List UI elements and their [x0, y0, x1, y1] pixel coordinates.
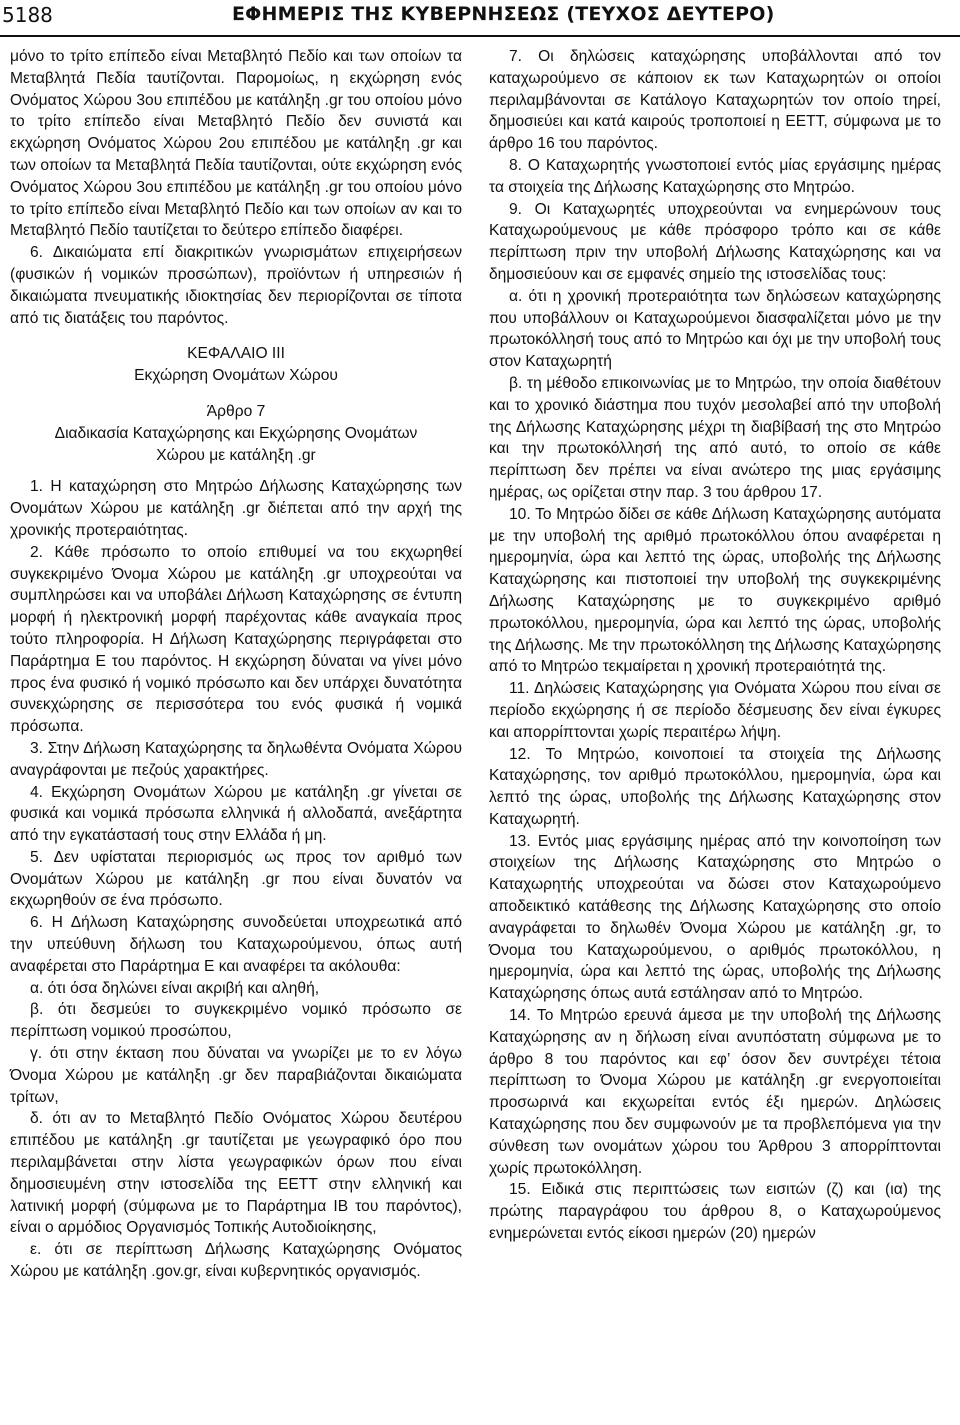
chapter-heading: ΚΕΦΑΛΑΙΟ ΙΙΙ — [187, 345, 285, 363]
list-item: ε. ότι σε περίπτωση Δήλωσης Καταχώρησης Ονόματος Χώρου με κατάληξη .gov.gr, είναι κυβερνητικός οργανισμός. — [10, 1241, 462, 1281]
paragraph: 2. Κάθε πρόσωπο το οποίο επιθυμεί να του εκχωρηθεί συγκεκριμένο Όνομα Χώρου με κατάληξη .gr υποχρεούται να συμπληρώσει και να υποβάλει Δήλωση Καταχώρησης σε έντυπη μορφή ή ηλεκτρονική μορφή παρέχοντας κάθε αναγκαία προς τούτο πληροφορία. Η Δήλωση Καταχώρησης περιγράφεται στο Παράρτημα Ε του παρόντος. Η εκχώρηση δύναται να γίνει μόνο προς ένα φυσικό ή νομικό πρόσωπο και δεν υπάρχει δυνατότητα συνεκχώρησης σε περισσότερα του ενός φυσικά ή νομικά πρόσωπα. — [10, 543, 462, 736]
paragraph: 4. Εκχώρηση Ονομάτων Χώρου με κατάληξη .gr γίνεται σε φυσικά και νομικά πρόσωπα ελληνικά ή αλλοδαπά, ανεξάρτητα από την εγκατάστασή τους στην Ελλάδα ή μη. — [10, 783, 462, 845]
paragraph: 6. Η Δήλωση Καταχώρησης συνοδεύεται υποχρεωτικά από την υπεύθυνη δήλωση του Καταχωρούμενου, όπως αυτή αναφέρεται στο Παράρτημα Ε και αναφέρει τα ακόλουθα: — [10, 914, 462, 975]
paragraph: 3. Στην Δήλωση Καταχώρησης τα δηλωθέντα Ονόματα Χώρου αναγράφονται με πεζούς χαρακτήρες. — [10, 739, 462, 779]
chapter-title: Εκχώρηση Ονομάτων Χώρου — [134, 367, 338, 385]
paragraph: 7. Οι δηλώσεις καταχώρησης υποβάλλονται από τον καταχωρούμενο σε κάποιον εκ των Καταχωρητών οι οποίοι περιλαμβάνονται σε Κατάλογο Καταχωρητών τον οποίο τηρεί, δημοσιεύει και κατά καιρούς τροποποιεί η ΕΕΤΤ, σύμφωνα με το άρθρο 16 του παρόντος. — [489, 48, 941, 153]
paragraph: 13. Εντός μιας εργάσιμης ημέρας από την κοινοποίηση των στοιχείων της Δήλωσης Καταχώρησης στο Μητρώο ο Καταχωρητής υποχρεούται να δώσει στον Καταχωρούμενο αποδεικτικό κατάθεσης της Δήλωσης Καταχώρησης στο οποίο αναγράφεται το δηλωθέν Όνομα Χώρου με κατάληξη .gr, το Όνομα του Καταχωρούμενου, ο αριθμός πρωτοκόλλου, η ημερομηνία, ώρα και λεπτό της ώρας, υποβολής της Δήλωσης Καταχώρησης όπως αυτά εστάλησαν από το Μητρώο. — [489, 832, 941, 1003]
journal-title: ΕΦΗΜΕΡΙΣ ΤΗΣ ΚΥΒΕΡΝΗΣΕΩΣ (ΤΕΥΧΟΣ ΔΕΥΤΕΡΟ) — [232, 3, 775, 25]
paragraph: 5. Δεν υφίσταται περιορισμός ως προς τον αριθμό των Ονομάτων Χώρου με κατάληξη .gr που είναι δυνατόν να εκχωρηθούν σε ένα πρόσωπο. — [10, 848, 462, 910]
paragraph: 6. Δικαιώματα επί διακριτικών γνωρισμάτων επιχειρήσεων (φυσικών ή νομικών προσώπων), προϊόντων ή υπηρεσιών ή δικαιώματα πνευματικής ιδιοκτησίας δεν περιορίζονται σε τίποτα από τις διατάξεις του παρόντος. — [10, 244, 462, 327]
list-item: α. ότι όσα δηλώνει είναι ακριβή και αληθή, — [30, 979, 320, 997]
paragraph: 12. Το Μητρώο, κοινοποιεί τα στοιχεία της Δήλωσης Καταχώρησης, τον αριθμό πρωτοκόλλου, ημερομηνία, ώρα και λεπτό της ώρας, υποβολής της Δήλωσης Καταχώρησης στον Καταχωρητή. — [489, 745, 941, 828]
list-item: β. τη μέθοδο επικοινωνίας με το Μητρώο, την οποία διαθέτουν και το χρονικό διάστημα που τυχόν μεσολαβεί από την υποβολή της Δήλωσης Καταχώρησης μέχρι τη διαβίβασή της στο Μητρώο και την πρωτοκόλλησή της από αυτό, το οποίο σε κάθε περίπτωση δεν πρέπει να είναι ανώτερο της μιας εργάσιμης ημέρας, ως ορίζεται στην παρ. 3 του άρθρου 17. — [489, 374, 941, 501]
paragraph: 14. Το Μητρώο ερευνά άμεσα με την υποβολή της Δήλωσης Καταχώρησης αν η δήλωση είναι ανυπόστατη σύμφωνα με το άρθρο 8 του παρόντος και εφ’ όσον δεν συντρέχει τέτοια περίπτωση το Όνομα Χώρου με κατάληξη .gr ενεργοποιείται προσωρινά και εκχωρείται εντός έξι ημερών. Δηλώσεις Καταχώρησης που δεν συμφωνούν με τα προβλεπόμενα για την σύνθεση των ονομάτων χώρου του Άρθρου 3 απορρίπτονται χωρίς πρωτοκόλληση. — [489, 1007, 941, 1177]
paragraph: 11. Δηλώσεις Καταχώρησης για Ονόματα Χώρου που είναι σε περίοδο εκχώρησης ή σε περίοδο δέσμευσης δεν είναι έγκυρες και απορρίπτονται χωρίς περαιτέρω λήψη. — [489, 680, 941, 741]
header-rule — [0, 35, 960, 37]
article-title: Διαδικασία Καταχώρησης και Εκχώρησης Ονομάτων Χώρου με κατάληξη .gr — [54, 424, 418, 464]
paragraph: 9. Οι Καταχωρητές υποχρεούνται να ενημερώνουν τους Καταχωρούμενους με κάθε πρόσφορο τρόπο και σε κάθε περίπτωση πριν την υποβολή Δήλωσης Καταχώρησης και να δημοσιεύουν και σε εμφανές σημείο της ιστοσελίδας τους: — [489, 200, 941, 283]
paragraph: 1. Η καταχώρηση στο Μητρώο Δήλωσης Καταχώρησης των Ονομάτων Χώρου με κατάληξη .gr διέπεται από την αρχή της χρονικής προτεραιότητας. — [10, 478, 462, 539]
list-item: δ. ότι αν το Μεταβλητό Πεδίο Ονόματος Χώρου δευτέρου επιπέδου με κατάληξη .gr ταυτίζεται με γεωγραφικό όρο που περιλαμβάνεται στην λίστα γεωγραφικών όρων που είναι δημοσιευμένη στην ιστοσελίδα της ΕΕΤΤ στην ελληνική και λατινική μορφή (σύμφωνα με το Παράρτημα ΙΒ του παρόντος), είναι ο αρμόδιος Οργανισμός Τοπικής Αυτοδιοίκησης, — [10, 1110, 462, 1237]
paragraph: μόνο το τρίτο επίπεδο είναι Μεταβλητό Πεδίο και των οποίων τα Μεταβλητά Πεδία ταυτίζονται. Παρομοίως, η εκχώρηση ενός Ονόματος Χώρου 3ου επιπέδου με κατάληξη .gr του οποίου μόνο το τρίτο επίπεδο είναι Μεταβλητό Πεδίο δεν συνιστά και εκχώρηση Ονόματος Χώρου 2ου επιπέδου με κατάληξη .gr και των οποίων τα Μεταβλητά Πεδία ταυτίζονται, ούτε εκχώρηση ενός Ονόματος Χώρου 3ου επιπέδου με κατάληξη .gr του οποίου μόνο το τρίτο επίπεδο είναι Μεταβλητό Πεδίο και των οποίων αν και το Μεταβλητό Πεδίο ταυτίζεται το δεύτερο επίπεδο διαφέρει. — [10, 48, 462, 240]
article-heading: Άρθρο 7 — [206, 402, 266, 420]
paragraph: 15. Ειδικά στις περιπτώσεις των εισιτών (ζ) και (ια) της πρώτης παραγράφου του άρθρου 8, ο Καταχωρούμενος ενημερώνεται εντός είκοσι ημερών (20) ημερών — [489, 1181, 941, 1243]
list-item: γ. ότι στην έκταση που δύναται να γνωρίζει με το εν λόγω Όνομα Χώρου με κατάληξη .gr δεν παραβιάζονται δικαιώματα τρίτων, — [10, 1045, 462, 1106]
paragraph: 8. Ο Καταχωρητής γνωστοποιεί εντός μίας εργάσιμης ημέρας τα στοιχεία της Δήλωσης Καταχώρησης στο Μητρώο. — [489, 156, 941, 196]
page-number: 5188 — [2, 3, 53, 27]
right-column — [489, 46, 941, 1245]
list-item: α. ότι η χρονική προτεραιότητα των δηλώσεων καταχώρησης που υποβάλλουν οι Καταχωρούμενοι διασφαλίζεται μόνο με την πρωτοκόλλησή τους από το Μητρώο και όχι με την υποβολή τους στον Καταχωρητή — [489, 287, 941, 371]
left-column — [10, 46, 462, 1283]
paragraph: 10. Το Μητρώο δίδει σε κάθε Δήλωση Καταχώρησης αυτόματα με την υποβολή της αριθμό πρωτοκόλλου όπου αναφέρεται η ημερομηνία, ώρα και λεπτό της ώρας, υποβολής της Δήλωσης Καταχώρησης και πιστοποιεί την υποβολή της συγκεκριμένης Δήλωσης Καταχώρησης με το συγκεκριμένο αριθμό πρωτοκόλλου, ημερομηνία, ώρα και λεπτό της ώρας, υποβολής της Δήλωσης. Με την πρωτοκόλληση της Δήλωσης Καταχώρησης από το Μητρώο τεκμαίρεται η χρονική προτεραιότητά της. — [489, 505, 941, 676]
list-item: β. ότι δεσμεύει το συγκεκριμένο νομικό πρόσωπο σε περίπτωση νομικού προσώπου, — [10, 1001, 462, 1041]
page-header — [0, 0, 960, 36]
